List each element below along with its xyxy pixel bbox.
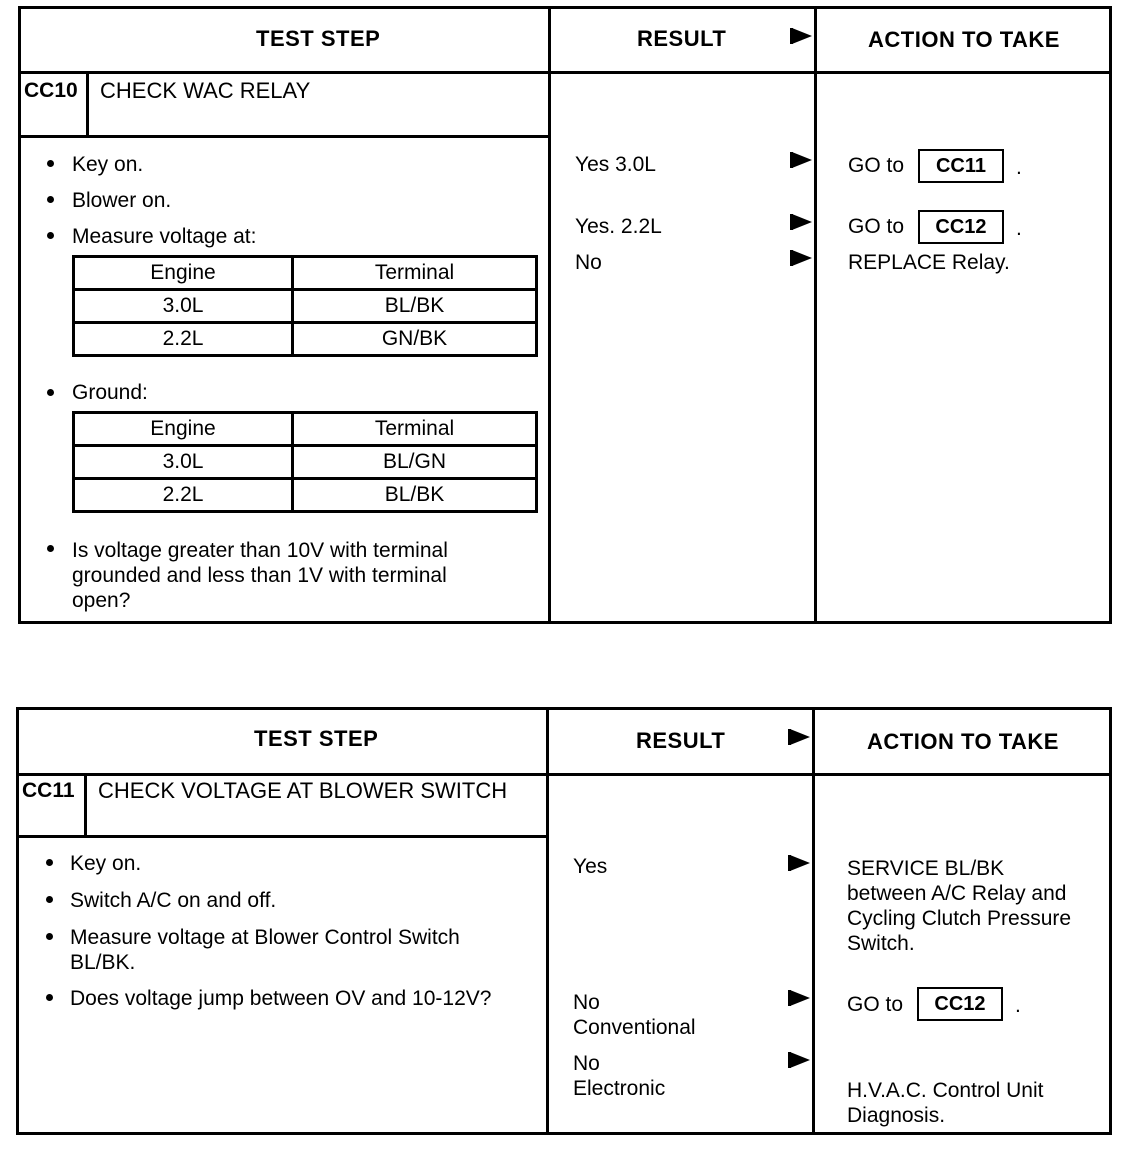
- action-goto: GO to: [848, 154, 905, 177]
- action-line: Diagnosis.: [847, 1104, 946, 1127]
- bullet-dot-icon: [46, 933, 53, 940]
- col-terminal: Terminal: [293, 257, 537, 290]
- header-arrow-icon: [790, 729, 810, 745]
- cell-terminal: BL/BK: [293, 290, 537, 323]
- bullet-dot-icon: [47, 160, 54, 167]
- bullet-text: Key on.: [72, 153, 144, 176]
- header-result: RESULT: [637, 26, 727, 51]
- measure-table: [72, 255, 538, 357]
- bullet-dot-icon: [47, 232, 54, 239]
- result-label: No: [575, 251, 602, 274]
- result-label: Yes 3.0L: [575, 153, 656, 176]
- bullet-dot-icon: [46, 994, 53, 1001]
- result-label: Electronic: [573, 1077, 666, 1100]
- header-test-step: TEST STEP: [254, 726, 379, 751]
- result-label: No: [573, 1052, 600, 1075]
- cell-engine: 2.2L: [74, 479, 293, 512]
- bullet-dot-icon: [47, 389, 54, 396]
- period: .: [1015, 994, 1021, 1017]
- ground-label: Ground:: [72, 381, 148, 404]
- header-result: RESULT: [636, 728, 726, 753]
- table2-step-code-divider: [84, 773, 87, 837]
- cell-engine: 2.2L: [74, 323, 293, 356]
- result-label: No: [573, 991, 600, 1014]
- table1-col-divider-2: [814, 6, 817, 624]
- period: .: [1016, 156, 1022, 179]
- bullet-text: Measure voltage at Blower Control Switch: [70, 926, 460, 949]
- question-line: open?: [72, 589, 131, 612]
- step-code: CC10: [24, 79, 78, 102]
- cell-terminal: BL/BK: [293, 479, 537, 512]
- bullet-text: Key on.: [70, 852, 142, 875]
- bullet-text: Does voltage jump between OV and 10-12V?: [70, 987, 492, 1010]
- action-line: H.V.A.C. Control Unit: [847, 1079, 1044, 1102]
- step-title: CHECK WAC RELAY: [100, 78, 311, 103]
- question-line: grounded and less than 1V with terminal: [72, 564, 447, 587]
- result-arrow-icon: [790, 990, 810, 1006]
- step-code: CC11: [22, 779, 75, 802]
- result-label: Conventional: [573, 1016, 696, 1039]
- cell-terminal: GN/BK: [293, 323, 537, 356]
- header-test-step: TEST STEP: [256, 26, 381, 51]
- step-title: CHECK VOLTAGE AT BLOWER SWITCH: [98, 778, 508, 803]
- ground-table: [72, 411, 538, 513]
- result-label: Yes: [573, 855, 608, 878]
- action-line: Cycling Clutch Pressure: [847, 907, 1072, 930]
- bullet-dot-icon: [46, 859, 53, 866]
- table2-col-divider-2: [812, 707, 815, 1135]
- action-text: REPLACE Relay.: [848, 251, 1010, 274]
- col-engine: Engine: [74, 257, 293, 290]
- result-arrow-icon: [790, 1052, 810, 1068]
- bullet-dot-icon: [46, 896, 53, 903]
- action-goto: GO to: [847, 993, 904, 1016]
- header-action: ACTION TO TAKE: [867, 729, 1059, 754]
- result-arrow-icon: [792, 250, 812, 266]
- ref-cc12[interactable]: CC12: [918, 210, 1004, 244]
- result-arrow-icon: [792, 214, 812, 230]
- bullet-text: Switch A/C on and off.: [70, 889, 277, 912]
- bullet-text: Blower on.: [72, 189, 172, 212]
- table2-header-divider: [16, 773, 1112, 776]
- result-label: Yes. 2.2L: [575, 215, 662, 238]
- action-line: Switch.: [847, 932, 915, 955]
- cell-terminal: BL/GN: [293, 446, 537, 479]
- table1-col-divider-1: [548, 6, 551, 624]
- header-arrow-icon: [792, 28, 812, 44]
- action-line: SERVICE BL/BK: [847, 857, 1005, 880]
- result-arrow-icon: [790, 855, 810, 871]
- period: .: [1016, 217, 1022, 240]
- table1-step-code-divider: [86, 71, 89, 137]
- bullet-text: Measure voltage at:: [72, 225, 257, 248]
- bullet-dot-icon: [47, 196, 54, 203]
- bullet-dot-icon: [47, 545, 54, 552]
- header-action: ACTION TO TAKE: [868, 27, 1060, 52]
- question-line: Is voltage greater than 10V with terminal: [72, 539, 448, 562]
- cell-engine: 3.0L: [74, 290, 293, 323]
- action-line: between A/C Relay and: [847, 882, 1067, 905]
- table1-step-title-divider: [18, 135, 550, 138]
- result-arrow-icon: [792, 152, 812, 168]
- col-engine: Engine: [74, 413, 293, 446]
- ref-cc11[interactable]: CC11: [918, 149, 1004, 183]
- table1-header-divider: [18, 71, 1112, 74]
- col-terminal: Terminal: [293, 413, 537, 446]
- bullet-text-cont: BL/BK.: [70, 951, 136, 974]
- ref-cc12[interactable]: CC12: [917, 987, 1003, 1021]
- cell-engine: 3.0L: [74, 446, 293, 479]
- table2-step-title-divider: [16, 835, 548, 838]
- action-goto: GO to: [848, 215, 905, 238]
- table2-col-divider-1: [546, 707, 549, 1135]
